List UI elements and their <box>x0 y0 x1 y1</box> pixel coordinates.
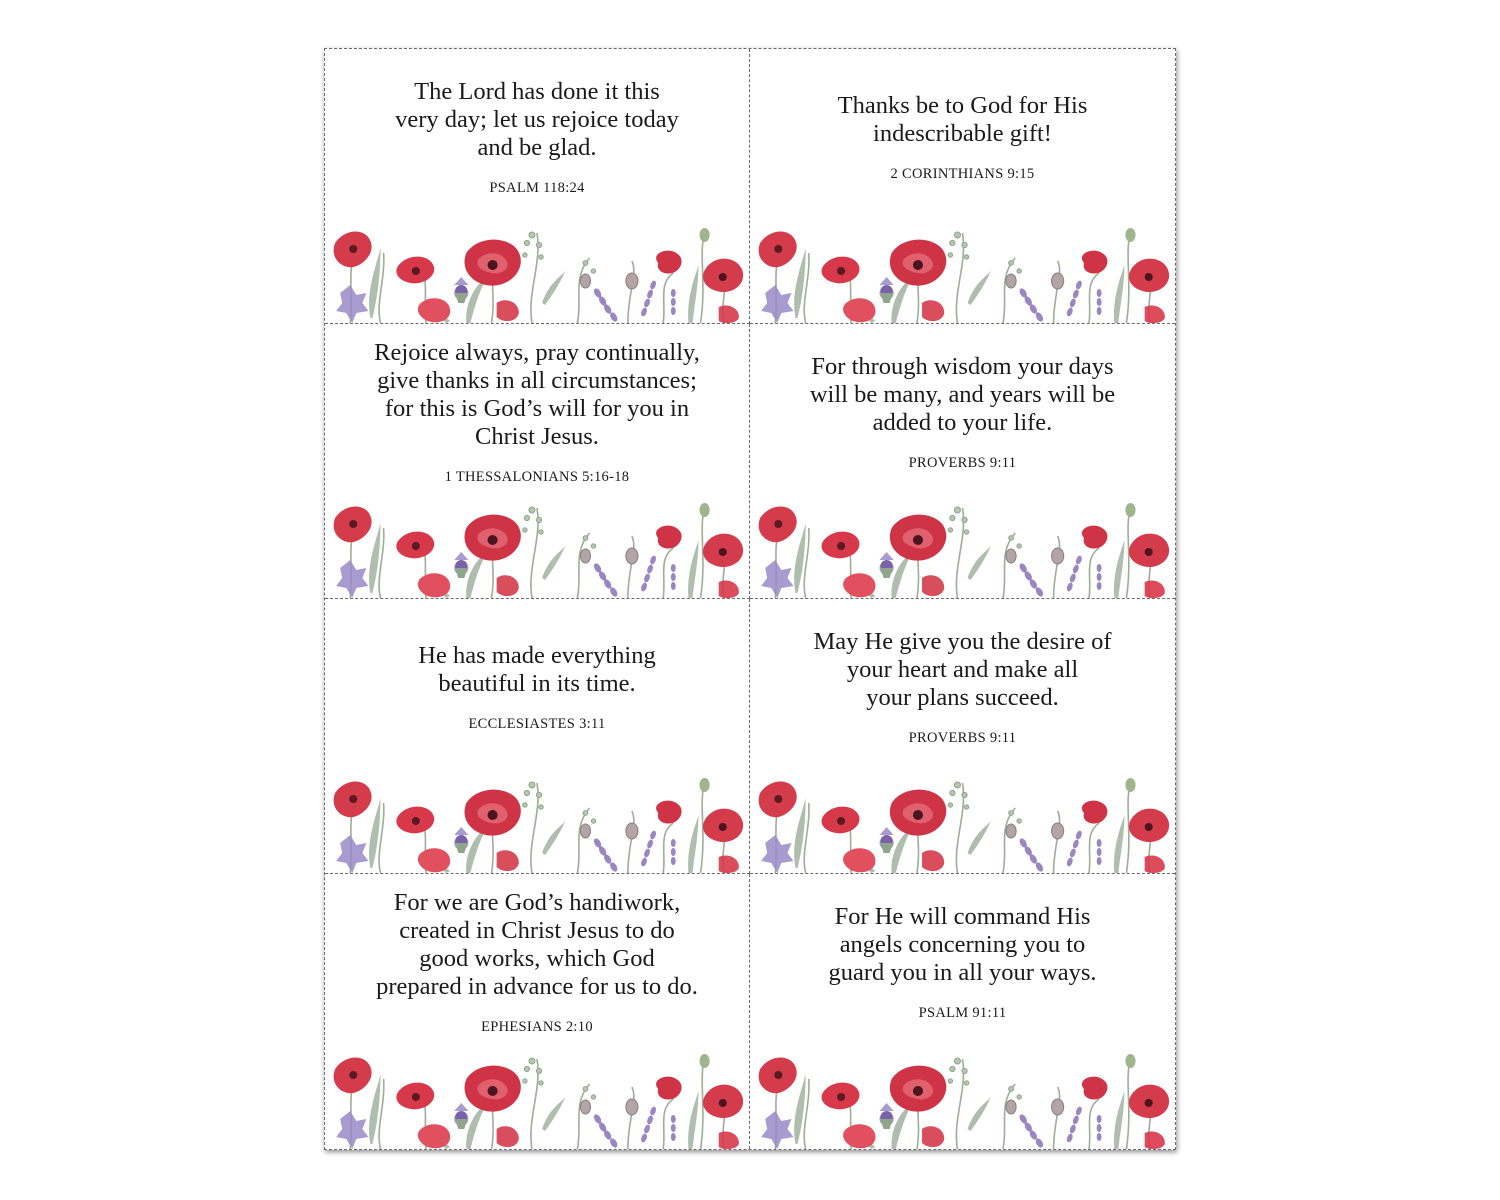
verse-card-8 <box>750 874 1175 1149</box>
verse-text: For He will command His angels concerning you to guard you in all your ways. <box>828 902 1097 986</box>
floral-border-illustration <box>750 1049 1175 1149</box>
floral-border-illustration <box>325 498 749 598</box>
verse-card-4 <box>750 324 1175 599</box>
floral-border-illustration <box>325 223 749 323</box>
verse-reference: PSALM 118:24 <box>489 179 585 196</box>
floral-border-illustration <box>750 773 1175 873</box>
floral-border-illustration <box>750 223 1175 323</box>
verse-text: May He give you the desire of your heart and make all your plans succeed. <box>813 627 1112 711</box>
verse-text: For we are God’s handiwork, created in Christ Jesus to do good works, which God prepared in advance for us to do. <box>376 888 698 1000</box>
verse-card-5 <box>325 599 750 874</box>
floral-border-illustration <box>325 1049 749 1149</box>
verse-text: The Lord has done it this very day; let us rejoice today and be glad. <box>395 77 679 161</box>
verse-reference: PSALM 91:11 <box>918 1004 1007 1021</box>
floral-border-illustration <box>750 498 1175 598</box>
verse-reference: ECCLESIASTES 3:11 <box>468 715 606 732</box>
verse-text: Thanks be to God for His indescribable gift! <box>837 91 1088 147</box>
verse-text: For through wisdom your days will be many, and years will be added to your life. <box>809 352 1116 436</box>
verse-reference: PROVERBS 9:11 <box>908 729 1017 746</box>
verse-reference: EPHESIANS 2:10 <box>481 1018 593 1035</box>
verse-text: Rejoice always, pray continually, give thanks in all circumstances; for this is God’s will for you in Christ Jesus. <box>374 338 700 450</box>
verse-reference: 2 CORINTHIANS 9:15 <box>890 165 1035 182</box>
verse-card-3 <box>325 324 750 599</box>
verse-reference: PROVERBS 9:11 <box>908 454 1017 471</box>
verse-card-1 <box>325 49 750 324</box>
verse-card-7 <box>325 874 750 1149</box>
verse-text: He has made everything beautiful in its time. <box>418 641 656 697</box>
verse-reference: 1 THESSALONIANS 5:16-18 <box>444 468 630 485</box>
card-sheet <box>324 48 1176 1150</box>
floral-border-illustration <box>325 773 749 873</box>
verse-card-2 <box>750 49 1175 324</box>
verse-card-6 <box>750 599 1175 874</box>
